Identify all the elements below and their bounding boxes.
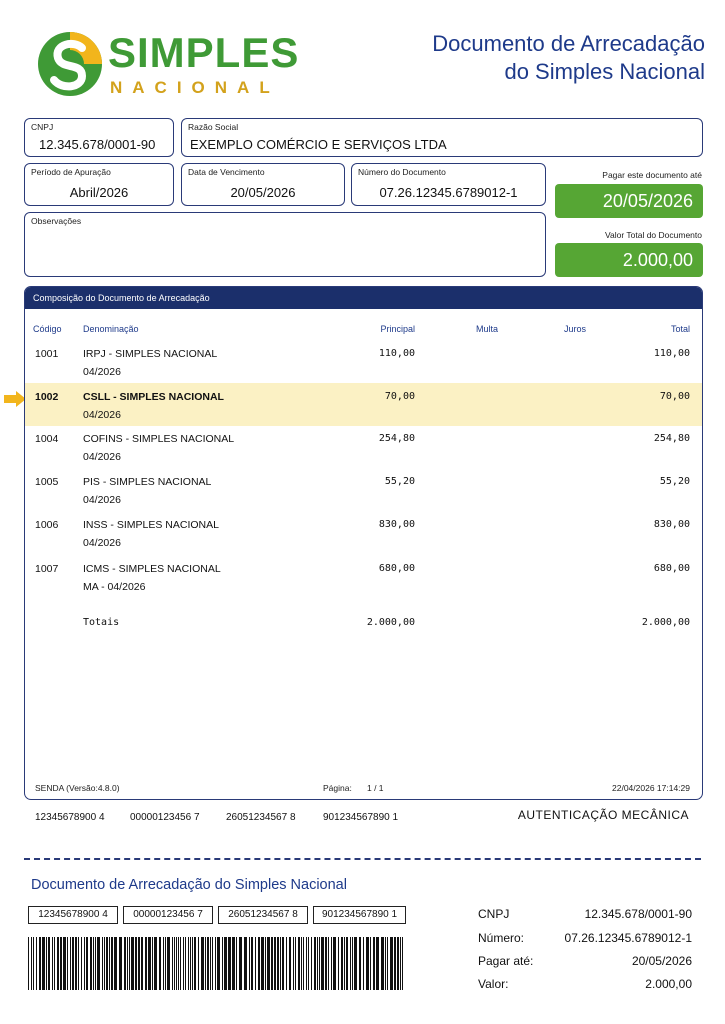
razao-social-field <box>181 118 703 157</box>
header-multa: Multa <box>476 324 499 334</box>
stub-title: Documento de Arrecadação do Simples Nacional <box>31 877 347 893</box>
razao-social-label: Razão Social <box>188 122 239 132</box>
row-code: 1006 <box>35 519 59 531</box>
table-row <box>25 471 702 514</box>
table-row <box>25 557 702 600</box>
stub-numero-value: 07.26.12345.6789012-1 <box>564 931 692 945</box>
row-principal: 55,20 <box>384 476 415 487</box>
title-line-1: Documento de Arrecadação <box>432 31 705 56</box>
totals-total: 2.000,00 <box>641 617 690 628</box>
stub-pagar-value: 20/05/2026 <box>631 954 692 968</box>
row-principal: 254,80 <box>378 433 415 444</box>
stub-box-1: 12345678900 4 <box>28 906 118 924</box>
pagar-ate-label: Pagar este documento até <box>602 170 702 180</box>
table-row <box>25 514 702 557</box>
header-juros: Juros <box>564 324 587 334</box>
row-sub: 04/2026 <box>83 409 121 421</box>
cut-line <box>24 858 701 860</box>
cnpj-label: CNPJ <box>31 122 54 132</box>
table-row <box>25 342 702 385</box>
row-total: 254,80 <box>653 433 690 444</box>
observacoes-field <box>24 212 546 277</box>
stub-valor-value: 2.000,00 <box>645 977 692 991</box>
stub-cnpj-value: 12.345.678/0001-90 <box>584 907 692 921</box>
simples-nacional-logo-icon <box>34 28 106 100</box>
stub-pagar-label: Pagar até: <box>478 954 534 968</box>
digitable-block-1: 12345678900 4 <box>35 812 105 823</box>
page-value: 1 / 1 <box>367 783 384 793</box>
numero-documento-label: Número do Documento <box>358 167 446 177</box>
page-label: Página: <box>323 783 352 793</box>
row-total: 830,00 <box>653 519 690 530</box>
composition-table <box>24 286 703 800</box>
row-total: 70,00 <box>659 391 690 402</box>
row-principal: 70,00 <box>384 391 415 402</box>
row-code: 1004 <box>35 433 59 445</box>
valor-total-value: 2.000,00 <box>555 243 703 277</box>
row-principal: 680,00 <box>378 563 415 574</box>
stub-box-4: 901234567890 1 <box>313 906 406 924</box>
header-principal: Principal <box>380 324 415 334</box>
valor-total-label: Valor Total do Documento <box>604 230 702 240</box>
cnpj-field <box>24 118 174 157</box>
totals-row <box>25 611 702 654</box>
logo-wordmark: SIMPLES <box>108 29 300 76</box>
row-sub: 04/2026 <box>83 366 121 378</box>
senda-version: SENDA (Versão:4.8.0) <box>35 783 120 793</box>
razao-social-value: EXEMPLO COMÉRCIO E SERVIÇOS LTDA <box>190 137 447 152</box>
row-code: 1007 <box>35 563 59 575</box>
row-sub: MA - 04/2026 <box>83 581 146 593</box>
cnpj-value: 12.345.678/0001-90 <box>39 137 156 152</box>
row-code: 1001 <box>35 348 59 360</box>
totals-label: Totais <box>83 617 120 628</box>
row-total: 110,00 <box>653 348 690 359</box>
timestamp: 22/04/2026 17:14:29 <box>612 783 690 793</box>
row-code: 1002 <box>35 391 59 403</box>
row-principal: 110,00 <box>378 348 415 359</box>
periodo-label: Período de Apuração <box>31 167 111 177</box>
totals-principal: 2.000,00 <box>366 617 415 628</box>
pagar-ate-value: 20/05/2026 <box>555 184 703 218</box>
vencimento-label: Data de Vencimento <box>188 167 265 177</box>
header-denominacao: Denominação <box>83 324 139 334</box>
row-name: ICMS - SIMPLES NACIONAL <box>83 563 221 575</box>
header-codigo: Código <box>33 324 62 334</box>
row-sub: 04/2026 <box>83 451 121 463</box>
header-total: Total <box>670 324 690 334</box>
highlight-arrow-icon <box>4 391 26 407</box>
autenticacao-mecanica: AUTENTICAÇÃO MECÂNICA <box>517 808 689 822</box>
row-name: CSLL - SIMPLES NACIONAL <box>83 391 224 403</box>
row-total: 680,00 <box>653 563 690 574</box>
row-name: PIS - SIMPLES NACIONAL <box>83 476 212 488</box>
row-sub: 04/2026 <box>83 494 121 506</box>
stub-cnpj-label: CNPJ <box>478 907 510 921</box>
digitable-block-4: 901234567890 1 <box>323 812 399 823</box>
row-principal: 830,00 <box>378 519 415 530</box>
row-sub: 04/2026 <box>83 537 121 549</box>
logo-subtitle: NACIONAL <box>110 78 280 97</box>
stub-valor-label: Valor: <box>478 977 509 991</box>
document-title <box>432 30 705 86</box>
vencimento-value: 20/05/2026 <box>230 185 296 200</box>
stub-numero-label: Número: <box>478 931 525 945</box>
periodo-value: Abril/2026 <box>69 185 129 200</box>
row-code: 1005 <box>35 476 59 488</box>
numero-documento-field <box>351 163 546 206</box>
vencimento-field <box>181 163 345 206</box>
periodo-field <box>24 163 174 206</box>
digitable-block-2: 00000123456 7 <box>130 812 200 823</box>
row-name: COFINS - SIMPLES NACIONAL <box>83 433 235 445</box>
row-name: IRPJ - SIMPLES NACIONAL <box>83 348 218 360</box>
row-total: 55,20 <box>659 476 690 487</box>
table-row-highlighted <box>25 383 702 426</box>
digitable-block-3: 26051234567 8 <box>226 812 296 823</box>
numero-documento-value: 07.26.12345.6789012-1 <box>379 185 518 200</box>
barcode-icon <box>28 937 406 990</box>
stub-box-2: 00000123456 7 <box>123 906 213 924</box>
observacoes-label: Observações <box>31 216 82 226</box>
table-row <box>25 428 702 471</box>
title-line-2: do Simples Nacional <box>504 59 705 84</box>
stub-box-3: 26051234567 8 <box>218 906 308 924</box>
composition-title: Composição do Documento de Arrecadação <box>25 287 702 309</box>
row-name: INSS - SIMPLES NACIONAL <box>83 519 219 531</box>
